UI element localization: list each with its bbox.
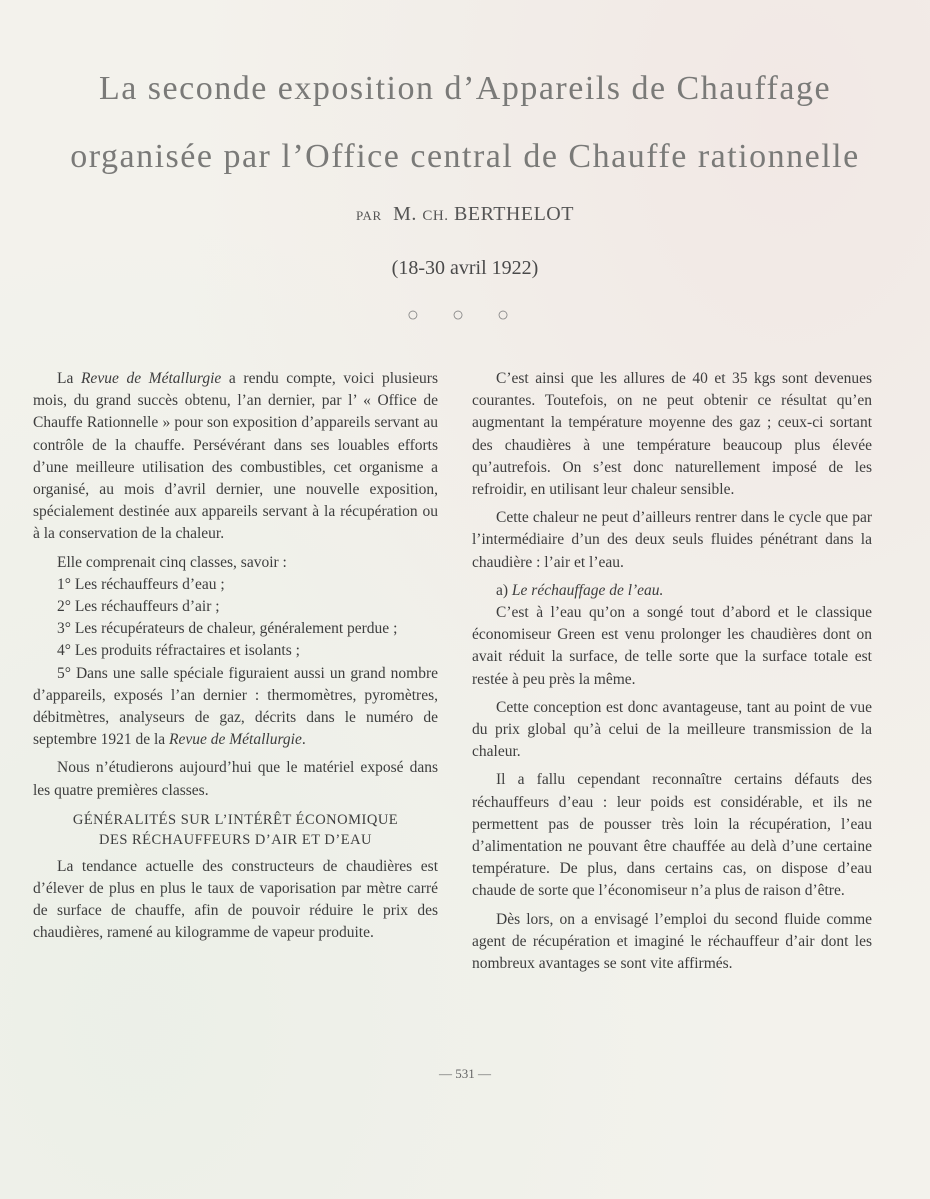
article-title-line-2: organisée par l’Office central de Chauffe rationnelle bbox=[70, 138, 860, 175]
article-title-line-1: La seconde exposition d’Appareils de Chauffage bbox=[98, 70, 832, 107]
text-span: . bbox=[301, 731, 306, 749]
byline bbox=[0, 203, 930, 226]
paragraph: C’est à l’eau qu’on a songé tout d’abord et le classique économiseur Green est venu prolonger les chaudières dont on avait réduit la surface, de telle sorte que la surface totale est restée à peu près la même. bbox=[472, 604, 872, 688]
class-1: 1° Les réchauffeurs d’eau ; bbox=[57, 575, 225, 593]
paragraph: Il a fallu cependant reconnaître certains défauts des réchauffeurs d’eau : leur poids est considérable, et ils ne permettent pas de pousser très loin la récupération, l’eau d’alimentation ne pouvant être chauffée au delà d’une certaine température. De plus, dans certains cas, on dispose d’eau chaude de sorte que l’économiseur n’a plus de raison d’être. bbox=[472, 771, 872, 900]
paragraph: Cette conception est donc avantageuse, tant au point de vue du prix global qu’à celui de la meilleure transmission de la chaleur. bbox=[472, 698, 872, 761]
subsection-title: Le réchauffage de l’eau. bbox=[511, 581, 664, 599]
left-column bbox=[33, 368, 438, 945]
ornament: ○ ○ ○ bbox=[406, 304, 524, 326]
exhibition-date: (18-30 avril 1922) bbox=[391, 257, 539, 279]
paragraph: Cette chaleur ne peut d’ailleurs rentrer dans le cycle que par l’intermédiaire d’un des deux seuls fluides pénétrant dans la chaudière : l’air et l’eau. bbox=[472, 509, 872, 571]
page-number: — 531 — bbox=[439, 1066, 491, 1081]
section-heading bbox=[33, 810, 438, 850]
class-4: 4° Les produits réfractaires et isolants ; bbox=[57, 642, 300, 660]
paragraph: C’est ainsi que les allures de 40 et 35 kgs sont devenues courantes. Toutefois, on ne peut obtenir ce résultat qu’en augmentant la température moyenne des gaz ; ceux-ci sortant des chaudières à une température beaucoup plus élevée qu’autrefois. On s’est donc naturellement imposé de les refroidir, en utilisant leur chaleur sensible. bbox=[472, 370, 872, 499]
scope-paragraph: Nous n’étudierons aujourd’hui que le matériel exposé dans les quatre premières classes. bbox=[33, 759, 438, 799]
trend-paragraph: La tendance actuelle des constructeurs de chaudières est d’élever de plus en plus le taux de vaporisation par mètre carré de surface de chauffe, afin de pouvoir réduire le prix des chaudières, ramené au kilogramme de vapeur produite. bbox=[33, 857, 438, 942]
byline-author: BERTHELOT bbox=[454, 203, 574, 225]
right-column bbox=[472, 368, 872, 975]
section-heading-line-2: DES RÉCHAUFFEURS D’AIR ET D’EAU bbox=[98, 831, 373, 848]
class-3: 3° Les récupérateurs de chaleur, généralement perdue ; bbox=[57, 620, 398, 638]
byline-m: M. bbox=[393, 203, 417, 225]
journal-name: Revue de Métallurgie bbox=[169, 731, 302, 749]
paragraph: Dès lors, on a envisagé l’emploi du second fluide comme agent de récupération et imaginé le réchauffeur d’air dont les nombreux avantages se sont vite affirmés. bbox=[472, 910, 872, 973]
byline-ch: CH. bbox=[422, 208, 449, 224]
journal-name: Revue de Métallurgie bbox=[80, 370, 222, 387]
text-span: a) bbox=[496, 581, 512, 599]
intro-paragraph bbox=[33, 368, 438, 546]
text-span: 5° Dans une salle spéciale figuraient aussi un grand nombre d’appareils, exposés l’an dernier : thermomètres, pyromètres, débitmètres, analyseurs de gaz, décrits dans le numéro de septembre 1921 de la bbox=[33, 664, 438, 749]
classes-intro: Elle comprenait cinq classes, savoir : bbox=[57, 553, 287, 571]
text-span: La bbox=[57, 370, 81, 387]
subsection-heading bbox=[472, 580, 872, 602]
class-5 bbox=[33, 663, 438, 752]
byline-par: PAR bbox=[356, 208, 382, 223]
section-heading-line-1: GÉNÉRALITÉS SUR L’INTÉRÊT ÉCONOMIQUE bbox=[72, 811, 399, 828]
class-2: 2° Les réchauffeurs d’air ; bbox=[57, 598, 220, 616]
text-span: a rendu compte, voici plusieurs mois, du grand succès obtenu, l’an dernier, par l’ « Office de Chauffe Rationnelle » pour son exposition d’appareils servant au contrôle de la chauffe. Persévérant dans ses louables efforts d’une meilleure utilisation des combustibles, cet organisme a organisé, au mois d’avril dernier, une nouvelle exposition, spécialement destinée aux appareils servant à la récupération ou à la conservation de la chaleur. bbox=[33, 370, 438, 543]
